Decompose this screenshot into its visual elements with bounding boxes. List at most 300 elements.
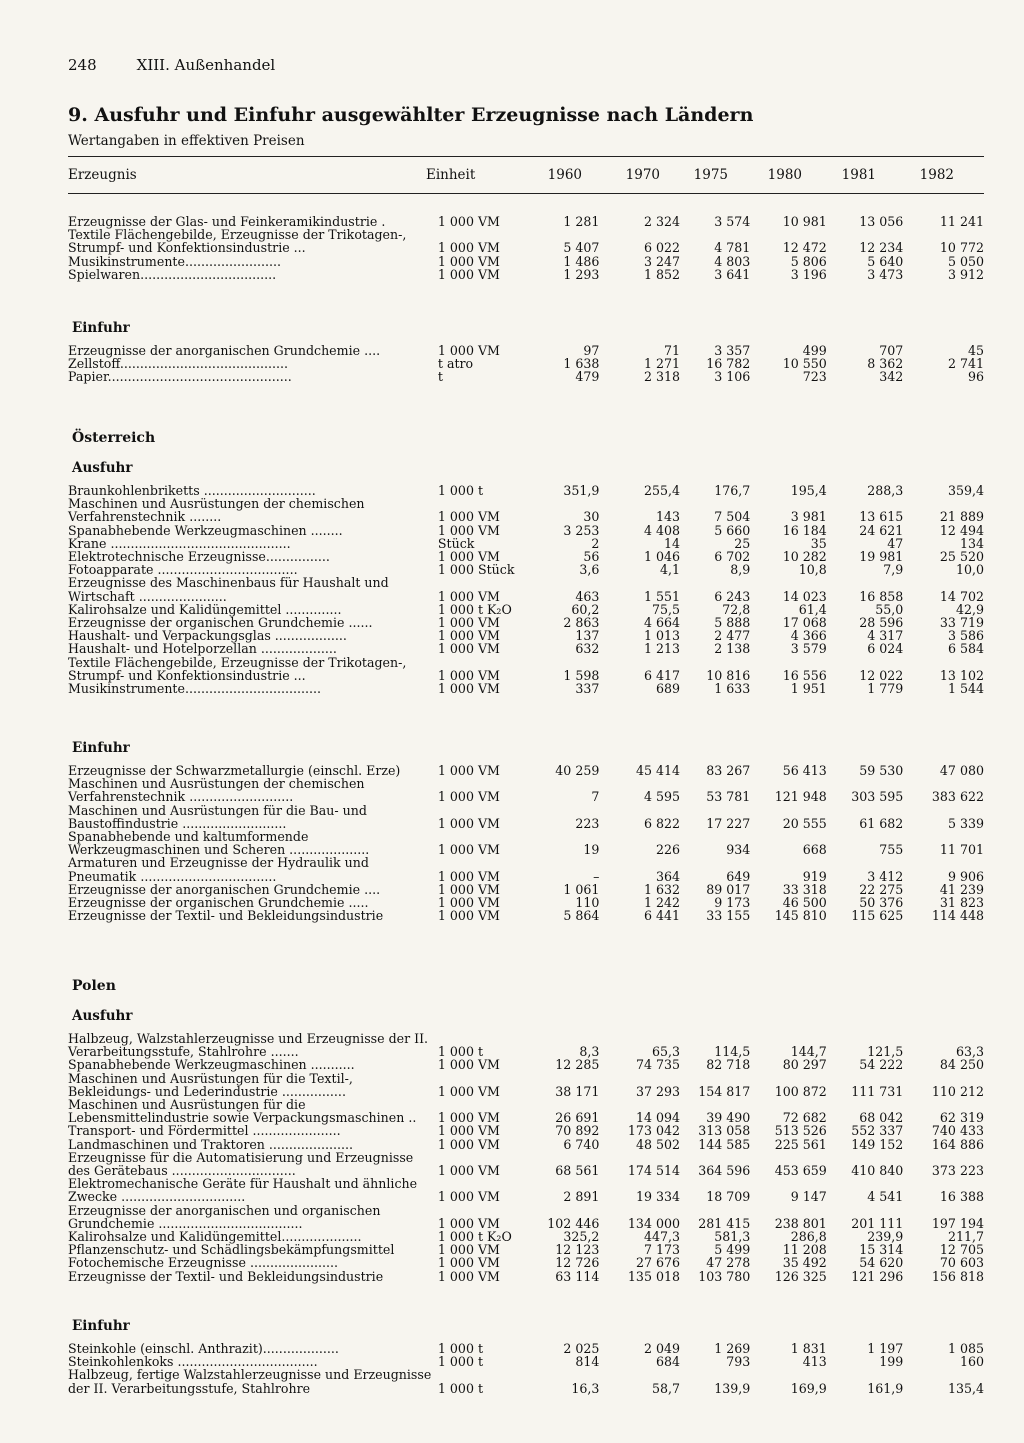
value-cell: 3 357 <box>714 343 751 358</box>
value-cell: 225 561 <box>774 1136 827 1152</box>
value-cell: 286,8 <box>790 1229 827 1245</box>
table-title: 9. Ausfuhr und Einfuhr ausgewählter Erzeugnisse nach Ländern <box>68 104 754 126</box>
value-cell: 54 620 <box>859 1255 904 1271</box>
value-cell: 5 806 <box>790 253 827 269</box>
value-cell: 144,7 <box>790 1044 827 1060</box>
value-cell: 18 709 <box>706 1189 751 1205</box>
value-cell: 12 494 <box>939 522 984 538</box>
value-cell: 53 781 <box>706 789 751 805</box>
value-cell: 364 596 <box>698 1163 751 1179</box>
product-label: Maschinen und Ausrüstungen für die Textil-, Bekleidungs- und Lederindustrie ................ <box>68 1070 353 1099</box>
value-cell: 313 058 <box>698 1123 751 1139</box>
running-header <box>68 56 984 74</box>
unit-cell: 1 000 VM <box>437 1268 500 1284</box>
table-row <box>68 1151 984 1177</box>
value-cell: 201 111 <box>851 1215 904 1231</box>
value-cell: 684 <box>655 1354 681 1370</box>
table-row <box>68 682 984 695</box>
unit-cell: 1 000 Stück <box>437 562 515 578</box>
value-cell: 3 247 <box>643 253 681 269</box>
table-row <box>68 642 984 655</box>
value-cell: 1 638 <box>563 356 600 372</box>
product-label: Transport- und Fördermittel ...................... <box>68 1123 341 1139</box>
value-cell: 19 334 <box>635 1189 681 1205</box>
value-cell: 689 <box>655 681 681 697</box>
value-cell: 14 702 <box>939 588 984 604</box>
value-cell: 70 892 <box>555 1123 600 1139</box>
value-cell: 342 <box>879 369 904 385</box>
unit-cell: t <box>437 369 443 385</box>
value-cell: 37 293 <box>635 1083 681 1099</box>
value-cell: 6 822 <box>643 815 681 831</box>
column-header: 1981 <box>841 167 876 183</box>
value-cell: 1 486 <box>563 253 600 269</box>
value-cell: 5 888 <box>714 615 751 631</box>
value-cell: 82 718 <box>706 1057 751 1073</box>
value-cell: 11 241 <box>939 214 984 229</box>
product-label: Maschinen und Ausrüstungen für die Lebensmittelindustrie sowie Verpackungsmaschinen .. <box>68 1097 417 1126</box>
value-cell: 33 719 <box>939 615 984 631</box>
unit-cell: 1 000 VM <box>437 343 500 358</box>
value-cell: 169,9 <box>790 1380 827 1396</box>
value-cell: 1 544 <box>947 681 984 697</box>
value-cell: 3 196 <box>790 266 827 282</box>
value-cell: 174 514 <box>627 1163 681 1179</box>
data-table <box>68 1032 984 1283</box>
value-cell: 84 250 <box>939 1057 984 1073</box>
column-header: Einheit <box>426 167 476 183</box>
value-cell: 35 <box>810 535 827 551</box>
value-cell: 39 490 <box>706 1110 751 1126</box>
value-cell: 149 152 <box>851 1136 904 1152</box>
value-cell: 1 061 <box>563 881 600 897</box>
value-cell: 1 779 <box>867 681 904 697</box>
value-cell: 3 253 <box>563 522 600 538</box>
value-cell: 581,3 <box>714 1229 751 1245</box>
value-cell: 5 407 <box>563 240 600 256</box>
value-cell: 16 858 <box>859 588 904 604</box>
table-row <box>68 1270 984 1283</box>
product-label: Halbzeug, Walzstahlerzeugnisse und Erzeugnisse der II. Verarbeitungsstufe, Stahlrohre ....... <box>68 1031 429 1060</box>
value-cell: 114,5 <box>714 1044 751 1060</box>
unit-cell: 1 000 VM <box>437 1057 500 1073</box>
product-label: Kalirohsalze und Kalidüngemittel.................... <box>68 1229 362 1245</box>
value-cell: 226 <box>655 842 681 858</box>
value-cell: 649 <box>726 868 751 884</box>
value-cell: 38 171 <box>555 1083 600 1099</box>
value-cell: 35 492 <box>782 1255 827 1271</box>
value-cell: 28 596 <box>859 615 904 631</box>
value-cell: 1 598 <box>563 667 600 683</box>
value-cell: 303 595 <box>851 789 904 805</box>
value-cell: 1 242 <box>643 895 681 911</box>
value-cell: 111 731 <box>851 1083 904 1099</box>
value-cell: 8,9 <box>730 562 751 578</box>
value-cell: 19 <box>583 842 600 858</box>
value-cell: 83 267 <box>706 763 751 778</box>
column-header: Erzeugnis <box>68 167 137 183</box>
value-cell: 3 981 <box>790 509 827 525</box>
value-cell: 9 906 <box>947 868 984 884</box>
product-label: Erzeugnisse der Textil- und Bekleidungsindustrie <box>68 1268 384 1284</box>
product-label: Papier.............................................. <box>68 369 292 385</box>
unit-cell: 1 000 t <box>437 1044 484 1060</box>
value-cell: 26 691 <box>555 1110 600 1126</box>
value-cell: 20 555 <box>782 815 827 831</box>
table-row <box>68 1138 984 1151</box>
value-cell: 238 801 <box>774 1215 827 1231</box>
value-cell: 5 339 <box>947 815 984 831</box>
value-cell: 3 912 <box>947 266 984 282</box>
value-cell: 195,4 <box>790 483 827 498</box>
value-cell: 1 281 <box>563 214 600 229</box>
value-cell: 27 676 <box>635 1255 681 1271</box>
value-cell: 1 951 <box>790 681 827 697</box>
value-cell: 6 024 <box>867 641 904 657</box>
unit-cell: t atro <box>437 356 474 372</box>
product-label: Haushalt- und Hotelporzellan ................... <box>68 641 337 657</box>
value-cell: 410 840 <box>851 1163 904 1179</box>
value-cell: 56 413 <box>782 763 827 778</box>
value-cell: 14 <box>663 535 681 551</box>
value-cell: 110 <box>575 895 600 911</box>
value-cell: 373 223 <box>931 1163 984 1179</box>
product-label: Spanabhebende Werkzeugmaschinen ........... <box>68 1057 355 1073</box>
value-cell: 3,6 <box>579 562 600 578</box>
table-row <box>68 909 984 922</box>
value-cell: 24 621 <box>859 522 904 538</box>
value-cell: 4 541 <box>867 1189 904 1205</box>
value-cell: 17 227 <box>706 815 751 831</box>
product-label: Erzeugnisse der Glas- und Feinkeramikindustrie . <box>68 214 386 229</box>
unit-cell: 1 000 VM <box>437 253 500 269</box>
value-cell: 121 296 <box>851 1268 904 1284</box>
value-cell: 31 823 <box>939 895 984 911</box>
value-cell: 17 068 <box>782 615 827 631</box>
table-row <box>68 1058 984 1071</box>
product-label: Erzeugnisse der Schwarzmetallurgie (einschl. Erze) <box>68 763 401 778</box>
value-cell: 50 376 <box>859 895 904 911</box>
section-heading: Ausfuhr <box>72 460 133 476</box>
table-row <box>68 497 984 523</box>
value-cell: 25 520 <box>939 549 984 565</box>
product-label: Maschinen und Ausrüstungen der chemischen Verfahrenstechnik ........ <box>68 496 365 525</box>
value-cell: 10 981 <box>782 214 827 229</box>
value-cell: 2 025 <box>563 1341 600 1356</box>
value-cell: 632 <box>575 641 600 657</box>
value-cell: 1 271 <box>643 356 681 372</box>
value-cell: – <box>593 868 600 884</box>
unit-cell: 1 000 VM <box>437 908 500 924</box>
value-cell: 14 023 <box>782 588 827 604</box>
value-cell: 8 362 <box>867 356 904 372</box>
table-block <box>68 740 984 922</box>
value-cell: 10,8 <box>798 562 827 578</box>
product-label: Textile Flächengebilde, Erzeugnisse der Trikotagen-, Strumpf- und Konfektionsindustrie ... <box>68 227 407 256</box>
value-cell: 4 366 <box>790 628 827 644</box>
table-row <box>68 1098 984 1124</box>
value-cell: 2 741 <box>947 356 984 372</box>
value-cell: 41 239 <box>939 881 984 897</box>
value-cell: 103 780 <box>698 1268 751 1284</box>
value-cell: 61 682 <box>859 815 904 831</box>
product-label: Maschinen und Ausrüstungen der chemischen Verfahrenstechnik .......................... <box>68 776 365 805</box>
value-cell: 12 022 <box>859 667 904 683</box>
value-cell: 154 817 <box>698 1083 751 1099</box>
value-cell: 447,3 <box>643 1229 681 1245</box>
product-label: Erzeugnisse der anorganischen und organischen Grundchemie .................................... <box>68 1202 381 1231</box>
unit-cell: 1 000 t <box>437 1354 484 1370</box>
value-cell: 211,7 <box>947 1229 984 1245</box>
unit-cell: 1 000 VM <box>437 881 500 897</box>
product-label: Textile Flächengebilde, Erzeugnisse der Trikotagen-, Strumpf- und Konfektionsindustrie ... <box>68 654 407 683</box>
value-cell: 33 318 <box>782 881 827 897</box>
unit-cell: 1 000 VM <box>437 815 500 831</box>
table-block <box>68 978 984 1283</box>
table-row <box>68 1032 984 1058</box>
value-cell: 199 <box>879 1354 904 1370</box>
product-label: Armaturen und Erzeugnisse der Hydraulik und Pneumatik .................................. <box>68 855 369 884</box>
value-cell: 1 852 <box>643 266 681 282</box>
unit-cell: 1 000 VM <box>437 588 500 604</box>
column-header-row <box>68 157 984 194</box>
unit-cell: 1 000 VM <box>437 214 500 229</box>
table-row <box>68 228 984 254</box>
value-cell: 40 259 <box>555 763 600 778</box>
unit-cell: 1 000 VM <box>437 1136 500 1152</box>
product-label: Elektrotechnische Erzeugnisse................ <box>68 549 330 565</box>
value-cell: 16 184 <box>782 522 827 538</box>
table-row <box>68 1124 984 1137</box>
value-cell: 16 782 <box>706 356 751 372</box>
value-cell: 137 <box>575 628 600 644</box>
table-row <box>68 370 984 383</box>
value-cell: 9 147 <box>790 1189 827 1205</box>
unit-cell: 1 000 VM <box>437 1083 500 1099</box>
table-block <box>68 215 984 281</box>
product-label: Spielwaren.................................. <box>68 266 277 282</box>
unit-cell: 1 000 VM <box>437 1215 500 1231</box>
value-cell: 65,3 <box>651 1044 681 1060</box>
value-cell: 740 433 <box>931 1123 984 1139</box>
value-cell: 100 872 <box>774 1083 827 1099</box>
unit-cell: 1 000 VM <box>437 240 500 256</box>
value-cell: 143 <box>655 509 681 525</box>
product-label: Landmaschinen und Traktoren ..................... <box>68 1136 353 1152</box>
value-cell: 126 325 <box>774 1268 827 1284</box>
data-table <box>68 344 984 384</box>
unit-cell: 1 000 VM <box>437 266 500 282</box>
value-cell: 173 042 <box>627 1123 681 1139</box>
value-cell: 72,8 <box>722 601 751 617</box>
value-cell: 7,9 <box>883 562 904 578</box>
value-cell: 934 <box>726 842 751 858</box>
value-cell: 7 173 <box>643 1242 681 1258</box>
table-block <box>68 1318 984 1395</box>
value-cell: 814 <box>575 1354 600 1370</box>
column-header: 1980 <box>767 167 802 183</box>
value-cell: 59 530 <box>859 763 904 778</box>
value-cell: 4 664 <box>643 615 681 631</box>
value-cell: 1 085 <box>947 1341 984 1356</box>
unit-cell: 1 000 VM <box>437 549 500 565</box>
value-cell: 7 504 <box>714 509 751 525</box>
value-cell: 6 740 <box>563 1136 600 1152</box>
value-cell: 115 625 <box>851 908 904 924</box>
data-table <box>68 215 984 281</box>
unit-cell: 1 000 VM <box>437 842 500 858</box>
unit-cell: 1 000 VM <box>437 1163 500 1179</box>
data-table <box>68 1342 984 1395</box>
data-table <box>68 764 984 922</box>
chapter-title: XIII. Außenhandel <box>136 56 276 74</box>
value-cell: 176,7 <box>714 483 751 498</box>
value-cell: 134 <box>959 535 984 551</box>
value-cell: 135 018 <box>627 1268 681 1284</box>
value-cell: 14 094 <box>635 1110 681 1126</box>
value-cell: 74 735 <box>635 1057 681 1073</box>
value-cell: 463 <box>575 588 600 604</box>
value-cell: 1 269 <box>714 1341 751 1356</box>
value-cell: 135,4 <box>947 1380 984 1396</box>
value-cell: 12 705 <box>939 1242 984 1258</box>
value-cell: 63 114 <box>555 1268 600 1284</box>
value-cell: 513 526 <box>774 1123 827 1139</box>
value-cell: 4 781 <box>714 240 751 256</box>
value-cell: 19 981 <box>859 549 904 565</box>
value-cell: 1 551 <box>643 588 681 604</box>
table-row <box>68 1368 984 1394</box>
product-label: Steinkohle (einschl. Anthrazit)................... <box>68 1341 339 1356</box>
value-cell: 10 550 <box>782 356 827 372</box>
table-block <box>68 430 984 695</box>
table-row <box>68 1204 984 1230</box>
value-cell: 68 561 <box>555 1163 600 1179</box>
value-cell: 4,1 <box>659 562 681 578</box>
value-cell: 16 388 <box>939 1189 984 1205</box>
value-cell: 2 477 <box>714 628 751 644</box>
value-cell: 3 579 <box>790 641 827 657</box>
unit-cell: 1 000 VM <box>437 615 500 631</box>
value-cell: 3 586 <box>947 628 984 644</box>
value-cell: 11 208 <box>782 1242 827 1258</box>
value-cell: 4 595 <box>643 789 681 805</box>
value-cell: 5 660 <box>714 522 751 538</box>
value-cell: 6 584 <box>947 641 984 657</box>
value-cell: 63,3 <box>955 1044 984 1060</box>
value-cell: 255,4 <box>643 483 681 498</box>
value-cell: 2 138 <box>714 641 751 657</box>
value-cell: 453 659 <box>774 1163 827 1179</box>
value-cell: 3 641 <box>714 266 751 282</box>
unit-cell: 1 000 VM <box>437 1110 500 1126</box>
value-cell: 46 500 <box>782 895 827 911</box>
value-cell: 8,3 <box>579 1044 600 1060</box>
value-cell: 12 472 <box>782 240 827 256</box>
value-cell: 47 278 <box>706 1255 751 1271</box>
value-cell: 58,7 <box>651 1380 681 1396</box>
unit-cell: 1 000 VM <box>437 509 500 525</box>
unit-cell: 1 000 VM <box>437 895 500 911</box>
column-header: 1970 <box>625 167 660 183</box>
value-cell: 383 622 <box>931 789 984 805</box>
product-label: Erzeugnisse der anorganischen Grundchemie .... <box>68 343 381 358</box>
table-block <box>68 320 984 384</box>
value-cell: 71 <box>663 343 681 358</box>
value-cell: 793 <box>726 1354 751 1370</box>
value-cell: 80 297 <box>782 1057 827 1073</box>
product-label: Musikinstrumente........................ <box>68 253 282 269</box>
value-cell: 12 234 <box>859 240 904 256</box>
value-cell: 6 243 <box>714 588 751 604</box>
value-cell: 12 123 <box>555 1242 600 1258</box>
value-cell: 2 049 <box>643 1341 681 1356</box>
table-row <box>68 656 984 682</box>
value-cell: 668 <box>802 842 827 858</box>
value-cell: 161,9 <box>867 1380 904 1396</box>
value-cell: 54 222 <box>859 1057 904 1073</box>
value-cell: 121,5 <box>867 1044 904 1060</box>
value-cell: 3 106 <box>714 369 751 385</box>
table-row <box>68 268 984 281</box>
product-label: Erzeugnisse der Textil- und Bekleidungsindustrie <box>68 908 384 924</box>
value-cell: 499 <box>802 343 827 358</box>
value-cell: 33 155 <box>706 908 751 924</box>
value-cell: 1 046 <box>643 549 681 565</box>
value-cell: 359,4 <box>947 483 984 498</box>
value-cell: 10 282 <box>782 549 827 565</box>
product-label: Braunkohlenbriketts ............................ <box>68 483 316 498</box>
table-row <box>68 255 984 268</box>
value-cell: 13 102 <box>939 667 984 683</box>
table-row <box>68 1072 984 1098</box>
value-cell: 2 863 <box>563 615 600 631</box>
value-cell: 197 194 <box>931 1215 984 1231</box>
value-cell: 22 275 <box>859 881 904 897</box>
value-cell: 96 <box>967 369 984 385</box>
value-cell: 1 293 <box>563 266 600 282</box>
value-cell: 15 314 <box>859 1242 904 1258</box>
country-heading: Österreich <box>72 430 156 446</box>
table-row <box>68 804 984 830</box>
value-cell: 2 <box>591 535 600 551</box>
column-header: 1982 <box>919 167 954 183</box>
value-cell: 21 889 <box>939 509 984 525</box>
value-cell: 30 <box>583 509 600 525</box>
product-label: Fotochemische Erzeugnisse ...................... <box>68 1255 339 1271</box>
table-row <box>68 777 984 803</box>
value-cell: 223 <box>575 815 600 831</box>
unit-cell: 1 000 VM <box>437 789 500 805</box>
value-cell: 47 <box>887 535 904 551</box>
unit-cell: 1 000 VM <box>437 641 500 657</box>
value-cell: 13 056 <box>859 214 904 229</box>
value-cell: 337 <box>575 681 600 697</box>
value-cell: 62 319 <box>939 1110 984 1126</box>
table-row <box>68 1177 984 1203</box>
value-cell: 156 818 <box>931 1268 984 1284</box>
unit-cell: 1 000 t <box>437 1380 484 1396</box>
table-row <box>68 576 984 602</box>
unit-cell: 1 000 t <box>437 483 484 498</box>
table-row <box>68 856 984 882</box>
value-cell: 145 810 <box>774 908 827 924</box>
table-row <box>68 830 984 856</box>
value-cell: 5 499 <box>714 1242 751 1258</box>
page <box>68 56 984 194</box>
product-label: Haushalt- und Verpackungsglas .................. <box>68 628 347 644</box>
product-label: Fotoapparate ................................... <box>68 562 298 578</box>
